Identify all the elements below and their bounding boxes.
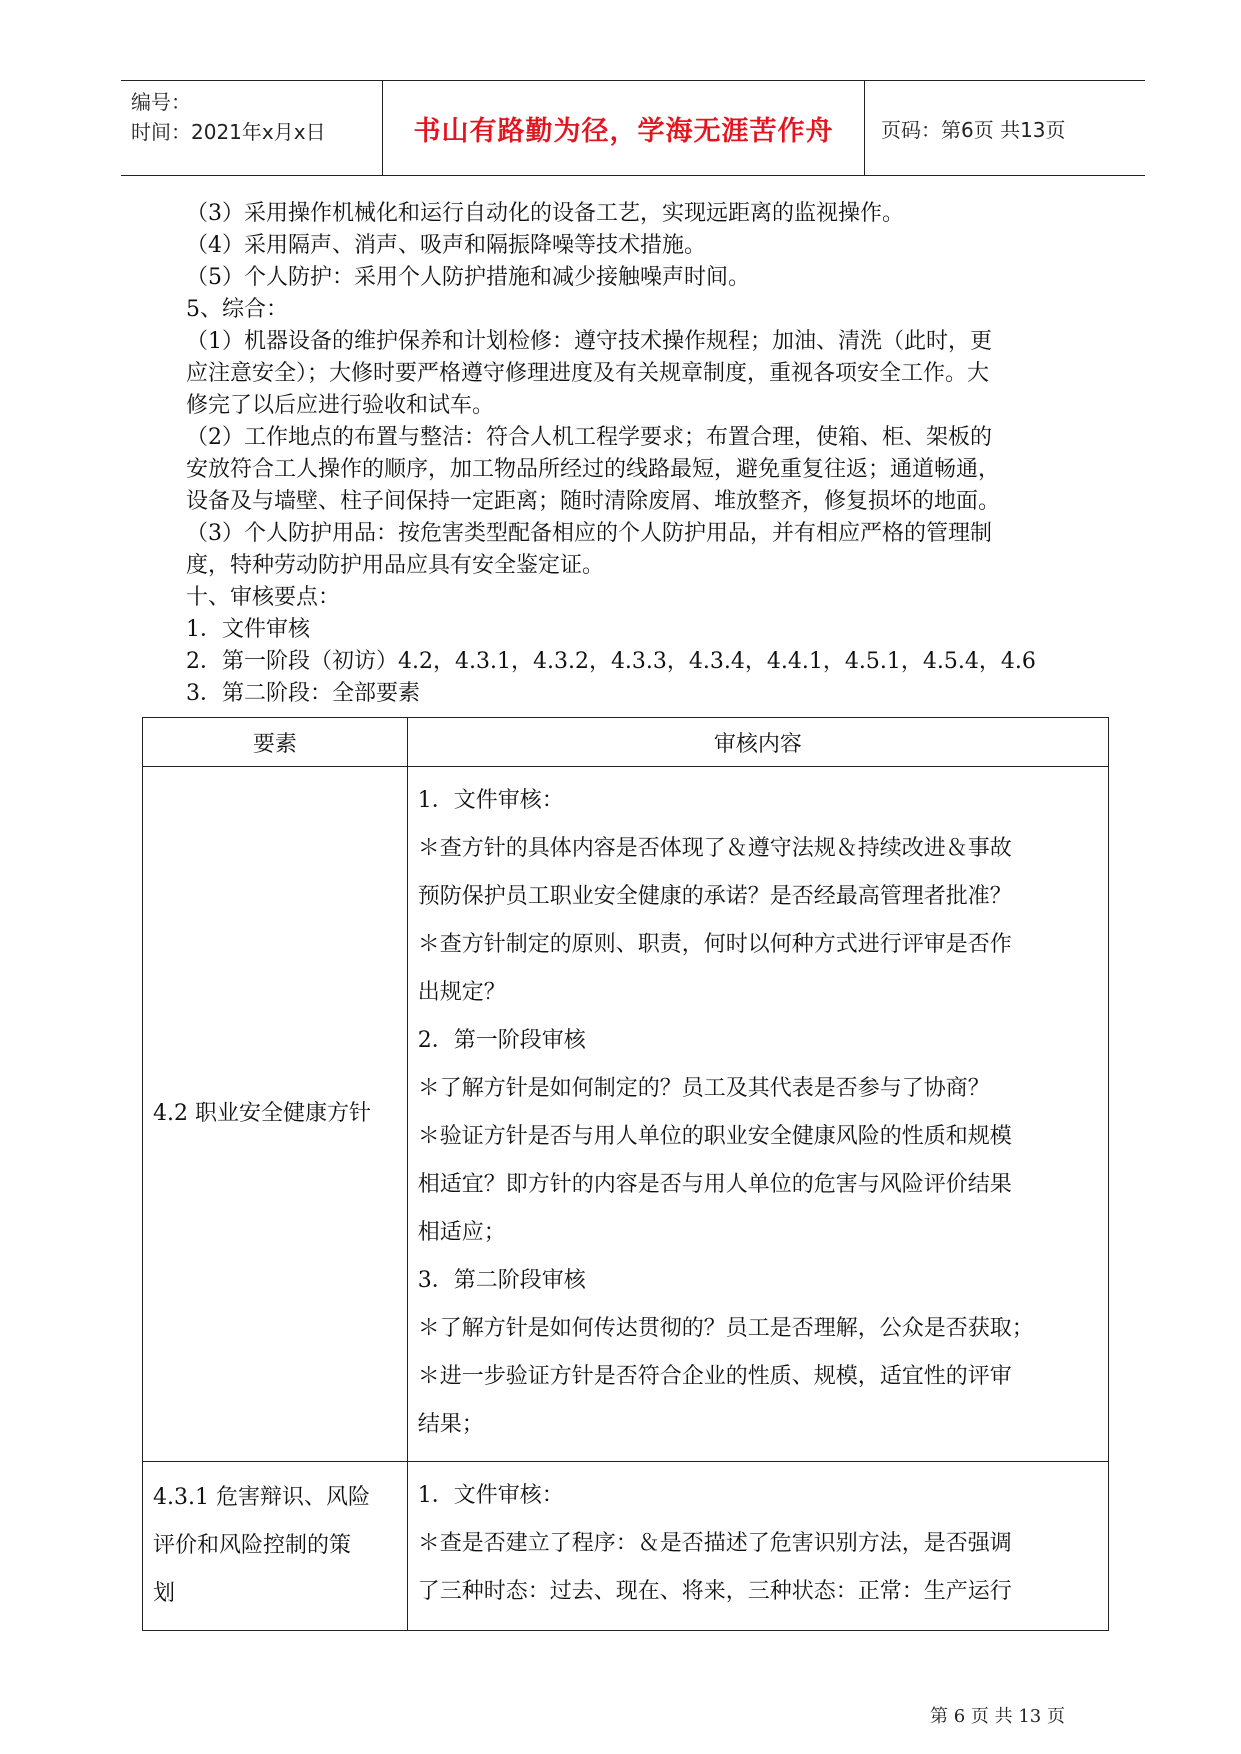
content-line: 结果；	[417, 1412, 484, 1437]
content-cell	[407, 1462, 1108, 1631]
body-line: （3）个人防护用品：按危害类型配备相应的个人防护用品，并有相应严格的管理制	[186, 521, 992, 546]
document-number-label: 编号：	[131, 90, 191, 114]
list-item: 3．第二阶段：全部要素	[186, 681, 420, 706]
table-row	[143, 1462, 1109, 1631]
content-line: ＊进一步验证方针是否符合企业的性质、规模，适宜性的评审	[417, 1364, 1012, 1389]
list-item: 1．文件审核	[186, 617, 310, 642]
content-line: 1．文件审核：	[417, 1483, 564, 1508]
content-line: 预防保护员工职业安全健康的承诺？是否经最高管理者批准？	[417, 884, 1012, 909]
header-divider	[864, 81, 865, 175]
body-line: （3）采用操作机械化和运行自动化的设备工艺，实现远距离的监视操作。	[186, 201, 904, 226]
content-line: 2．第一阶段审核	[417, 1028, 586, 1053]
content-line: ＊验证方针是否与用人单位的职业安全健康风险的性质和规模	[417, 1124, 1012, 1149]
header-page-number: 页码：第6页 共13页	[881, 117, 1066, 142]
content-line: 相适宜？即方针的内容是否与用人单位的危害与风险评价结果	[417, 1172, 1012, 1197]
table-row	[143, 767, 1109, 1462]
body-line: 5、综合：	[186, 297, 288, 322]
content-line: 相适应；	[417, 1220, 506, 1245]
element-cell	[143, 1462, 408, 1631]
body-line: （4）采用隔声、消声、吸声和隔振降噪等技术措施。	[186, 233, 706, 258]
body-line: 安放符合工人操作的顺序，加工物品所经过的线路最短，避免重复往返；通道畅通，	[186, 457, 1001, 482]
element-line: 4.3.1 危害辩识、风险	[153, 1485, 370, 1510]
content-line: ＊了解方针是如何制定的？员工及其代表是否参与了协商？	[417, 1076, 990, 1101]
content-line: ＊了解方针是如何传达贯彻的？员工是否理解，公众是否获取；	[417, 1316, 1034, 1341]
table-header-row	[143, 718, 1109, 767]
content-line: ＊查是否建立了程序：＆是否描述了危害识别方法，是否强调	[417, 1531, 1012, 1556]
body-line: （2）工作地点的布置与整洁：符合人机工程学要求；布置合理，使箱、柜、架板的	[186, 425, 992, 450]
body-line: 度，特种劳动防护用品应具有安全鉴定证。	[186, 553, 605, 578]
content-line: ＊查方针的具体内容是否体现了＆遵守法规＆持续改进＆事故	[417, 836, 1012, 861]
body-line: 设备及与墙壁、柱子间保持一定距离；随时清除废屑、堆放整齐，修复损坏的地面。	[186, 489, 1001, 514]
element-line: 评价和风险控制的策	[153, 1533, 352, 1558]
section-heading: 十、审核要点：	[186, 585, 341, 610]
column-header-content: 审核内容	[407, 718, 1108, 767]
page-footer: 第 6 页 共 13 页	[930, 1706, 1065, 1727]
content-cell	[407, 767, 1108, 1462]
content-line: 3．第二阶段审核	[417, 1268, 586, 1293]
list-item: 2．第一阶段（初访）4.2，4.3.1，4.3.2，4.3.3，4.3.4，4.4.1，4.5.1，4.5.4，4.6	[186, 649, 1036, 674]
element-cell	[143, 767, 408, 1462]
header-motto: 书山有路勤为径，学海无涯苦作舟	[413, 115, 834, 147]
audit-table	[142, 717, 1109, 1631]
body-line: 应注意安全）；大修时要严格遵守修理进度及有关规章制度，重视各项安全工作。大	[186, 361, 990, 386]
element-line: 划	[153, 1581, 176, 1606]
body-line: （5）个人防护：采用个人防护措施和减少接触噪声时间。	[186, 265, 750, 290]
body-line: （1）机器设备的维护保养和计划检修：遵守技术操作规程；加油、清洗（此时，更	[186, 329, 992, 354]
header-meta	[131, 87, 326, 147]
page-header	[121, 80, 1145, 176]
content-line: 1．文件审核：	[417, 788, 564, 813]
content-line: 出规定？	[417, 980, 506, 1005]
body-line: 修完了以后应进行验收和试车。	[186, 393, 495, 418]
body-text	[186, 198, 1096, 710]
content-line: ＊查方针制定的原则、职责，何时以何种方式进行评审是否作	[417, 932, 1012, 957]
content-line: 了三种时态：过去、现在、将来，三种状态：正常：生产运行	[417, 1579, 1012, 1604]
document-time-label: 时间：2021年x月x日	[131, 120, 326, 144]
element-line: 4.2 职业安全健康方针	[153, 1101, 371, 1126]
column-header-element: 要素	[143, 718, 408, 767]
